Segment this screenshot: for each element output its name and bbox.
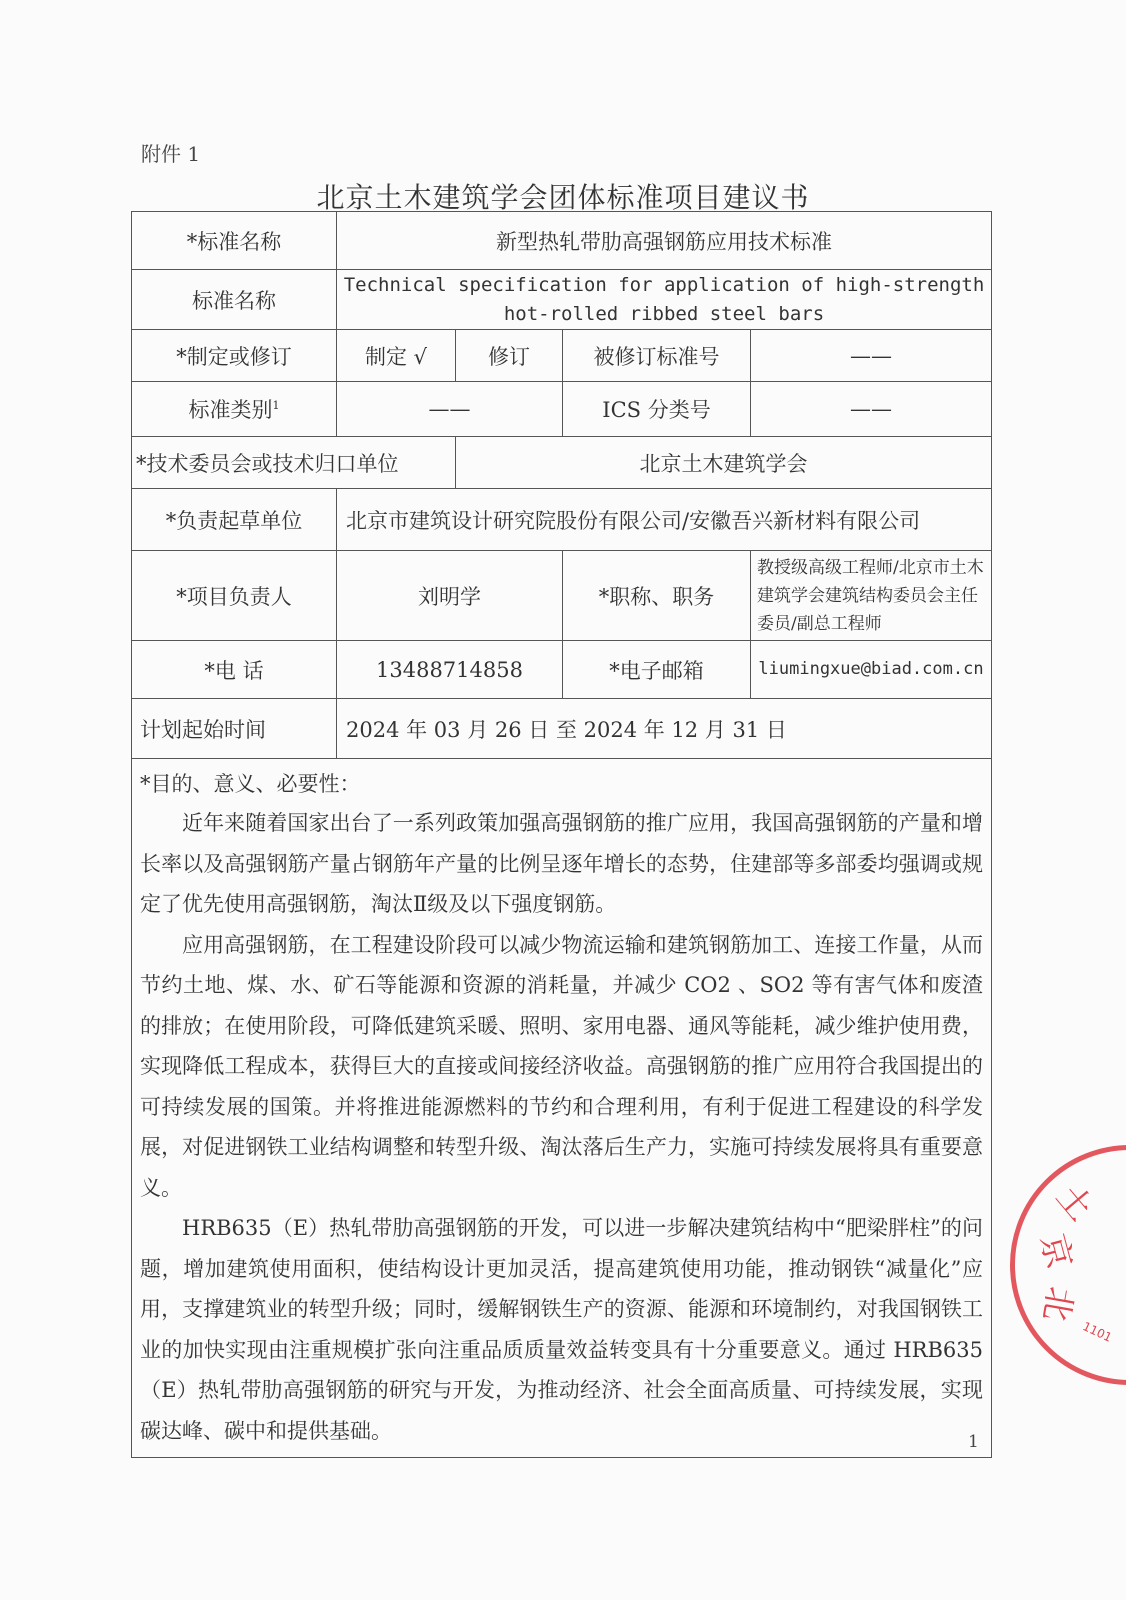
row-standard-name-cn xyxy=(132,212,992,270)
label-schedule: 计划起始时间 xyxy=(132,699,337,759)
label-revision: *制定或修订 xyxy=(132,330,337,382)
purpose-paragraph: 近年来随着国家出台了一系列政策加强高强钢筋的推广应用，我国高强钢筋的产量和增长率以及高强钢筋产量占钢筋年产量的比例呈逐年增长的态势，住建部等多部委均强调或规定了优先使用高强钢筋，淘汰Ⅱ级及以下强度钢筋。 xyxy=(140,811,983,916)
seal-char: 土 xyxy=(1048,1176,1101,1229)
value-revised-standard-number: —— xyxy=(751,330,992,382)
row-purpose xyxy=(132,759,992,1458)
value-title-position: 教授级高级工程师/北京市土木建筑学会建筑结构委员会主任委员/副总工程师 xyxy=(751,551,992,641)
value-standard-name-cn: 新型热轧带肋高强钢筋应用技术标准 xyxy=(337,212,992,270)
seal-char: 京 xyxy=(1031,1229,1080,1274)
value-standard-name-en: Technical specification for application of high-strength hot-rolled ribbed steel bars xyxy=(337,270,992,330)
footnote-marker: 1 xyxy=(272,399,280,412)
value-schedule: 2024 年 03 月 26 日 至 2024 年 12 月 31 日 xyxy=(337,699,992,759)
value-email: liumingxue@biad.com.cn xyxy=(751,641,992,699)
value-category: —— xyxy=(337,382,563,437)
option-revise: 修订 xyxy=(456,330,563,382)
row-drafting-unit xyxy=(132,489,992,551)
purpose-paragraph: HRB635（E）热轧带肋高强钢筋的开发，可以进一步解决建筑结构中“肥梁胖柱”的问题，增加建筑使用面积，使结构设计更加灵活，提高建筑使用功能，推动钢铁“减量化”应用，支撑建筑业的转型升级；同时，缓解钢铁生产的资源、能源和环境制约，对我国钢铁工业的加快实现由注重规模扩张向注重品质质量效益转变具有十分重要意义。通过 HRB635（E）热轧带肋高强钢筋的研究与开发，为推动经济、社会全面高质量、可持续发展，实现碳达峰、碳中和提供基础。 xyxy=(140,1216,983,1443)
label-standard-name-en: 标准名称 xyxy=(132,270,337,330)
label-title-position: *职称、职务 xyxy=(563,551,751,641)
row-revision xyxy=(132,330,992,382)
value-project-lead: 刘明学 xyxy=(337,551,563,641)
label-drafting-unit: *负责起草单位 xyxy=(132,489,337,551)
row-committee xyxy=(132,437,992,489)
row-standard-name-en xyxy=(132,270,992,330)
page-number: 1 xyxy=(968,1432,979,1452)
purpose-paragraph: 应用高强钢筋，在工程建设阶段可以减少物流运输和建筑钢筋加工、连接工作量，从而节约土地、煤、水、矿石等能源和资源的消耗量，并减少 CO2 、SO2 等有害气体和废渣的排放；在使用阶段，可降低建筑采暖、照明、家用电器、通风等能耗，减少维护使用费，实现降低工程成本，获得巨大的直接或间接经济收益。高强钢筋的推广应用符合我国提出的可持续发展的国策。并将推进能源燃料的节约和合理利用，有利于促进工程建设的科学发展，对促进钢铁工业结构调整和转型升级、淘汰落后生产力，实施可持续发展将具有重要意义。 xyxy=(140,932,983,1200)
label-email: *电子邮箱 xyxy=(563,641,751,699)
value-phone: 13488714858 xyxy=(337,641,563,699)
value-committee: 北京土木建筑学会 xyxy=(456,437,992,489)
row-project-lead xyxy=(132,551,992,641)
row-category xyxy=(132,382,992,437)
label-standard-name-cn: *标准名称 xyxy=(132,212,337,270)
label-ics: ICS 分类号 xyxy=(563,382,751,437)
seal-char: 北 xyxy=(1034,1283,1081,1325)
label-revised-standard-number: 被修订标准号 xyxy=(563,330,751,382)
label-phone: *电 话 xyxy=(132,641,337,699)
purpose-label: *目的、意义、必要性： xyxy=(140,772,361,796)
value-ics: —— xyxy=(751,382,992,437)
attachment-label: 附件 1 xyxy=(141,142,201,166)
label-committee: *技术委员会或技术归口单位 xyxy=(132,437,456,489)
label-project-lead: *项目负责人 xyxy=(132,551,337,641)
document-title: 北京土木建筑学会团体标准项目建议书 xyxy=(316,181,810,214)
value-drafting-unit: 北京市建筑设计研究院股份有限公司/安徽吾兴新材料有限公司 xyxy=(337,489,992,551)
purpose-section xyxy=(132,759,992,1458)
proposal-form-table xyxy=(131,211,992,1458)
seal-code: 1101 xyxy=(1080,1319,1115,1345)
option-formulate: 制定 √ xyxy=(337,330,456,382)
row-contact xyxy=(132,641,992,699)
row-schedule xyxy=(132,699,992,759)
label-category: 标准类别$^1$ xyxy=(132,382,337,437)
